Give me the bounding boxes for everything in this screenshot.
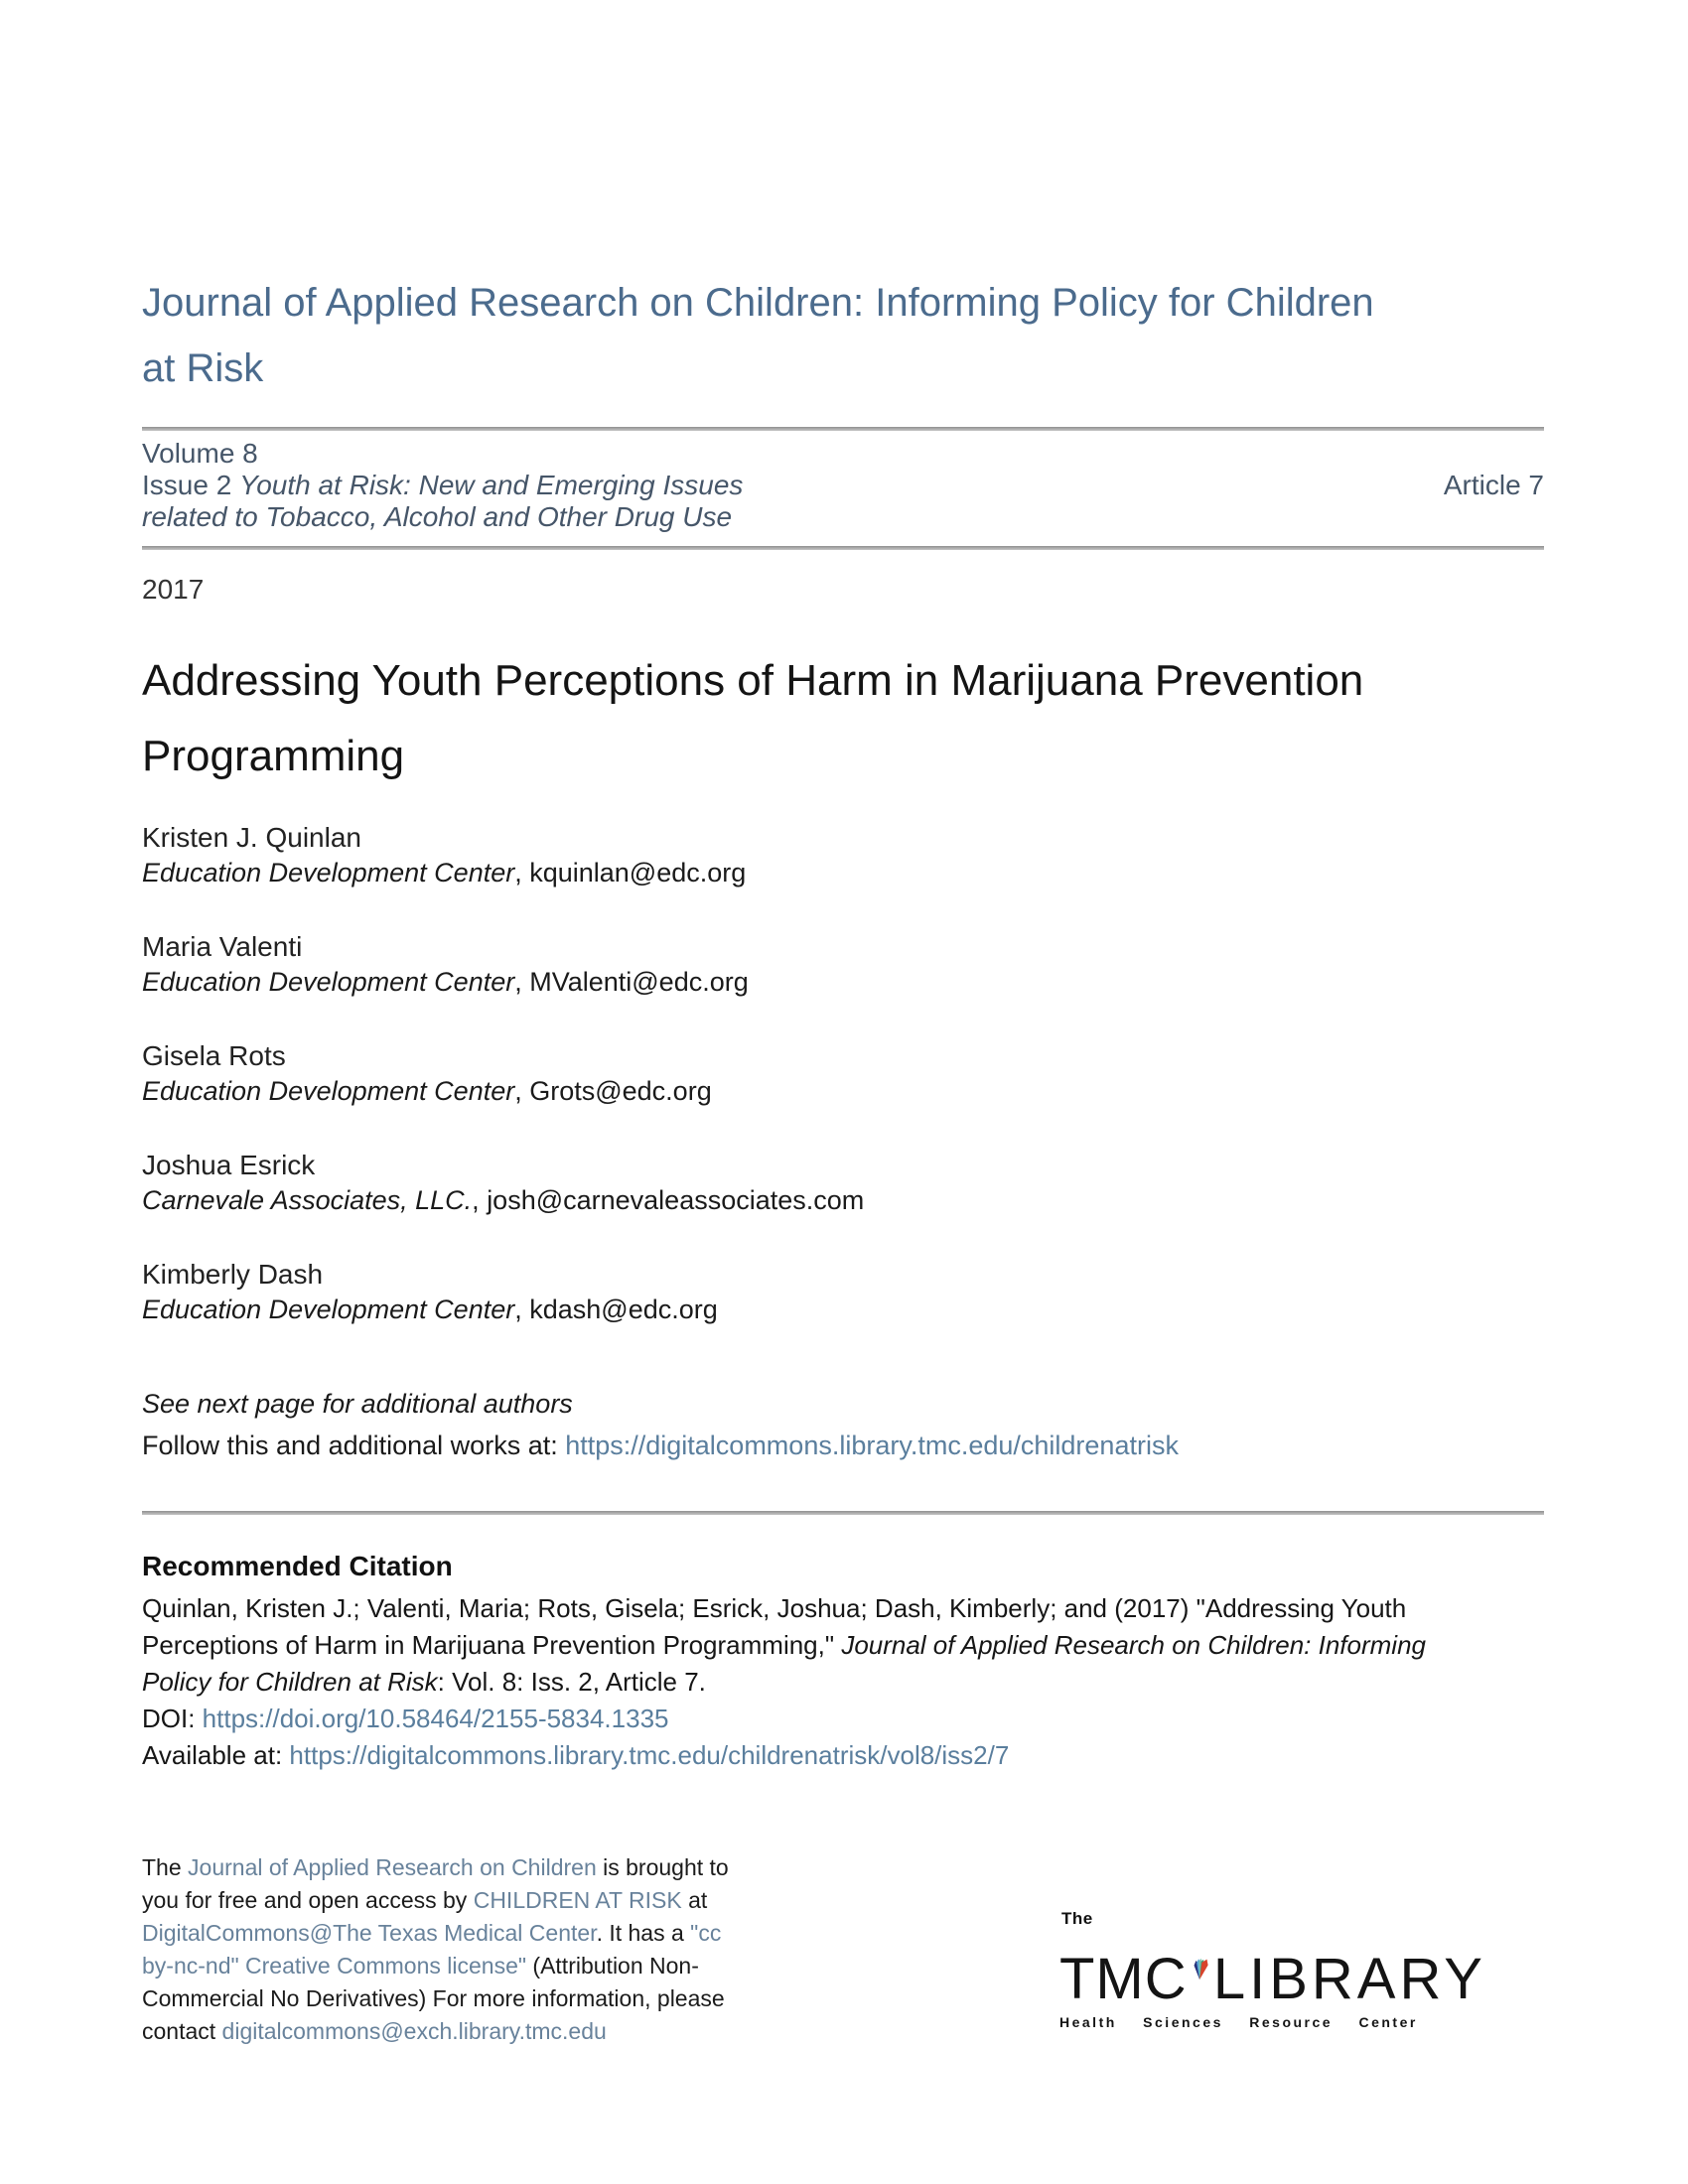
footer-row [142,1851,1544,2048]
article-title: Addressing Youth Perceptions of Harm in Marijuana Prevention Programming [142,656,1364,780]
logo-tagline: Health Sciences Resource Center [1059,2014,1418,2030]
author-affiliation: Education Development Center, MValenti@edc.org [142,967,749,997]
journal-link[interactable]: Journal of Applied Research on Children [188,1854,597,1880]
see-next-note: See next page for additional authors [142,1389,573,1419]
footer-text: . It has a [596,1920,691,1946]
citation-part-1: Quinlan, Kristen J.; Valenti, Maria; Rots, Gisela; Esrick, Joshua; Dash, Kimberly; and (2017) "Addressing Youth Perceptions of Harm in Marijuana Prevention Programming," [142,1593,1407,1660]
affiliation-name: Education Development Center [142,1295,515,1324]
author-name: Gisela Rots [142,1040,286,1071]
author-email: kquinlan@edc.org [529,858,747,887]
author-entry [142,1257,1544,1327]
footer-text: is brought to you for free and open access by [142,1854,729,1913]
article-number: Article 7 [1443,470,1544,500]
doi-line [142,1701,1487,1737]
author-email: kdash@edc.org [529,1295,718,1324]
author-email: Grots@edc.org [529,1076,712,1106]
follow-line [142,1431,1544,1461]
affiliation-name: Education Development Center [142,967,515,997]
footer-text: (Attribution Non-Commercial No Derivatives) For more information, please contact [142,1953,725,2044]
cc-license-link[interactable]: "cc by-nc-nd" Creative Commons license" [142,1920,722,1979]
citation-journal-name: Journal of Applied Research on Children: Informing Policy for Children at Risk [142,1630,1427,1697]
author-entry [142,1148,1544,1218]
children-at-risk-link[interactable]: CHILDREN AT RISK [473,1887,682,1913]
author-affiliation: Carnevale Associates, LLC., josh@carnevaleassociates.com [142,1185,865,1215]
follow-prefix: Follow this and additional works at: [142,1431,566,1460]
logo-the: The [1061,1909,1093,1928]
author-name: Kimberly Dash [142,1259,324,1290]
doi-label: DOI: [142,1704,203,1733]
author-email: josh@carnevaleassociates.com [487,1185,865,1215]
available-label: Available at: [142,1740,290,1770]
divider [142,427,1544,431]
citation-text [142,1590,1487,1774]
digitalcommons-link[interactable]: DigitalCommons@The Texas Medical Center [142,1920,597,1946]
author-affiliation: Education Development Center, kquinlan@edc.org [142,858,747,887]
doi-link[interactable]: https://doi.org/10.58464/2155-5834.1335 [202,1704,669,1733]
author-name: Maria Valenti [142,931,303,962]
author-affiliation: Education Development Center, kdash@edc.org [142,1295,718,1324]
contact-email-link[interactable]: digitalcommons@exch.library.tmc.edu [221,2018,607,2044]
journal-title: Journal of Applied Research on Children: Informing Policy for Children at Risk [142,281,1374,390]
affiliation-name: Education Development Center [142,858,515,887]
issue-prefix: Issue 2 [142,470,240,500]
volume-label: Volume 8 [142,438,258,469]
author-affiliation: Education Development Center, Grots@edc.org [142,1076,712,1106]
tmc-library-fan-icon [1189,1923,1210,2014]
authors-list [142,820,1544,1327]
access-statement [142,1851,738,2048]
divider [142,1511,1544,1515]
volume-issue-block [142,438,777,533]
follow-url-link[interactable]: https://digitalcommons.library.tmc.edu/childrenatrisk [565,1431,1179,1460]
author-email: MValenti@edc.org [529,967,749,997]
author-name: Kristen J. Quinlan [142,822,361,853]
issue-meta-row [142,438,1544,533]
issue-title: Youth at Risk: New and Emerging Issues related to Tobacco, Alcohol and Other Drug Use [142,470,744,532]
author-name: Joshua Esrick [142,1150,316,1180]
tmc-library-logo [1059,1909,1486,2030]
affiliation-name: Education Development Center [142,1076,515,1106]
available-line [142,1737,1487,1774]
footer-text: at [681,1887,708,1913]
author-entry [142,929,1544,1000]
citation-part-2: : Vol. 8: Iss. 2, Article 7. [437,1667,706,1697]
logo-wordmark [1059,1923,1486,2011]
divider [142,546,1544,550]
author-entry [142,820,1544,890]
logo-tmc: TMC [1059,1947,1188,2011]
logo-library: LIBRARY [1212,1947,1486,2011]
citation-heading: Recommended Citation [142,1551,453,1581]
author-entry [142,1038,1544,1109]
available-link[interactable]: https://digitalcommons.library.tmc.edu/childrenatrisk/vol8/iss2/7 [289,1740,1010,1770]
year-label: 2017 [142,574,205,605]
footer-text: The [142,1854,189,1880]
affiliation-name: Carnevale Associates, LLC. [142,1185,473,1215]
